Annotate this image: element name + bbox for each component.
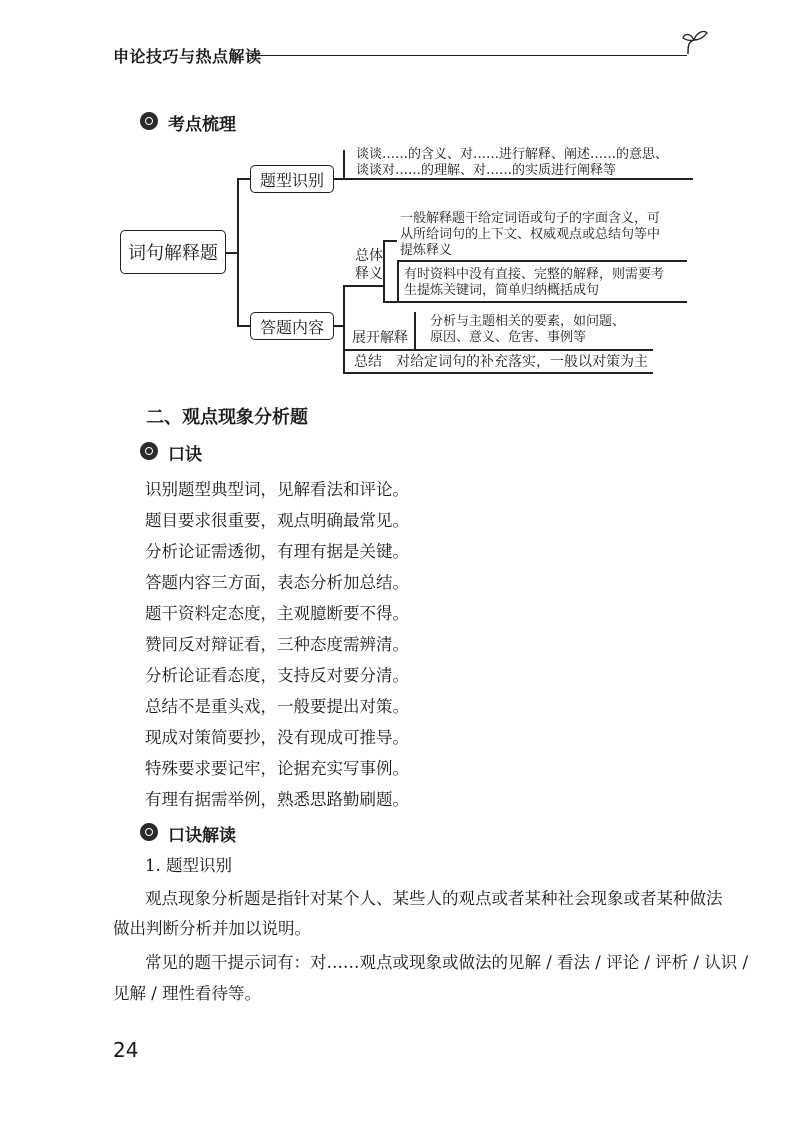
zhankai-label: 展开解释 xyxy=(352,330,408,346)
zongti-a-line1: 一般解释题干给定词语或句子的字面含义，可 xyxy=(400,211,661,226)
tixing-text-line2: 谈谈对……的理解、对……的实质进行阐释等 xyxy=(356,163,617,178)
connector xyxy=(383,240,385,302)
root-node: 词句解释题 xyxy=(120,230,226,274)
verse-line: 有理有据需举例，熟悉思路勤刷题。 xyxy=(145,790,409,809)
verse-line: 赞同反对辩证看，三种态度需辨清。 xyxy=(145,635,409,654)
verse-line: 分析论证看态度，支持反对要分清。 xyxy=(145,666,409,685)
connector xyxy=(343,285,383,287)
verse-line: 现成对策简要抄，没有现成可推导。 xyxy=(145,728,409,747)
underline xyxy=(397,260,687,262)
verse-line: 特殊要求要记牢，论据充实写事例。 xyxy=(145,759,409,778)
connector xyxy=(414,312,416,350)
zongti-a-line2: 从所给词句的上下文、权威观点或总结句等中 xyxy=(400,227,661,242)
connector xyxy=(237,325,251,327)
page-number: 24 xyxy=(113,1038,139,1062)
branch-node-dati: 答题内容 xyxy=(250,312,334,340)
subheading: 1. 题型识别 xyxy=(145,856,232,875)
connector xyxy=(343,150,345,180)
header-rule xyxy=(247,55,687,56)
connector xyxy=(237,178,239,326)
paragraph-line: 观点现象分析题是指针对某个人、某些人的观点或者某种社会现象或者某种做法 xyxy=(145,889,723,908)
zongjie-label: 总结 xyxy=(354,354,382,370)
verse-line: 分析论证需透彻，有理有据是关键。 xyxy=(145,542,409,561)
connector xyxy=(383,240,397,242)
zongti-b-line1: 有时资料中没有直接、完整的解释，则需要考 xyxy=(404,267,665,282)
underline xyxy=(343,349,653,351)
underline xyxy=(397,301,687,303)
verse-line: 题目要求很重要，观点明确最常见。 xyxy=(145,511,409,530)
jiedu-heading: 口诀解读 xyxy=(168,826,236,846)
jiedu-bullet-icon xyxy=(140,823,158,841)
zongti-label-line1: 总体 xyxy=(355,248,383,264)
kaodian-heading: 考点梳理 xyxy=(168,115,236,135)
connector xyxy=(397,260,399,302)
zhankai-line1: 分析与主题相关的要素，如问题、 xyxy=(430,314,626,329)
verse-line: 识别题型典型词，见解看法和评论。 xyxy=(145,480,409,499)
zongti-a-line3: 提炼释义 xyxy=(400,243,453,258)
sprout-icon xyxy=(680,26,710,56)
connector xyxy=(383,301,397,303)
zhankai-line2: 原因、意义、危害、事例等 xyxy=(430,330,587,345)
branch-node-tixing: 题型识别 xyxy=(250,165,334,193)
zongjie-text: 对给定词句的补充落实，一般以对策为主 xyxy=(396,354,648,370)
section-heading: 二、观点现象分析题 xyxy=(146,407,308,428)
kaodian-bullet-icon xyxy=(140,112,158,130)
tixing-text-line1: 谈谈……的含义、对……进行解释、阐述……的意思、 xyxy=(356,147,669,162)
paragraph-line: 见解 / 理性看待等。 xyxy=(113,984,262,1003)
koujue-heading: 口诀 xyxy=(168,445,202,465)
zongti-label-line2: 释义 xyxy=(355,266,383,282)
running-header-title: 申论技巧与热点解读 xyxy=(113,47,262,66)
verse-line: 答题内容三方面，表态分析加总结。 xyxy=(145,573,409,592)
underline xyxy=(343,372,653,374)
connector xyxy=(343,285,345,373)
paragraph-line: 做出判断分析并加以说明。 xyxy=(113,919,311,938)
zongti-b-line2: 生提炼关键词，简单归纳概括成句 xyxy=(404,283,600,298)
verse-line: 总结不是重头戏，一般要提出对策。 xyxy=(145,697,409,716)
koujue-bullet-icon xyxy=(140,442,158,460)
verse-line: 题干资料定态度，主观臆断要不得。 xyxy=(145,604,409,623)
paragraph-line: 常见的题干提示词有：对……观点或现象或做法的见解 / 看法 / 评论 / 评析 / 认识 / xyxy=(145,953,748,972)
connector xyxy=(237,178,251,180)
